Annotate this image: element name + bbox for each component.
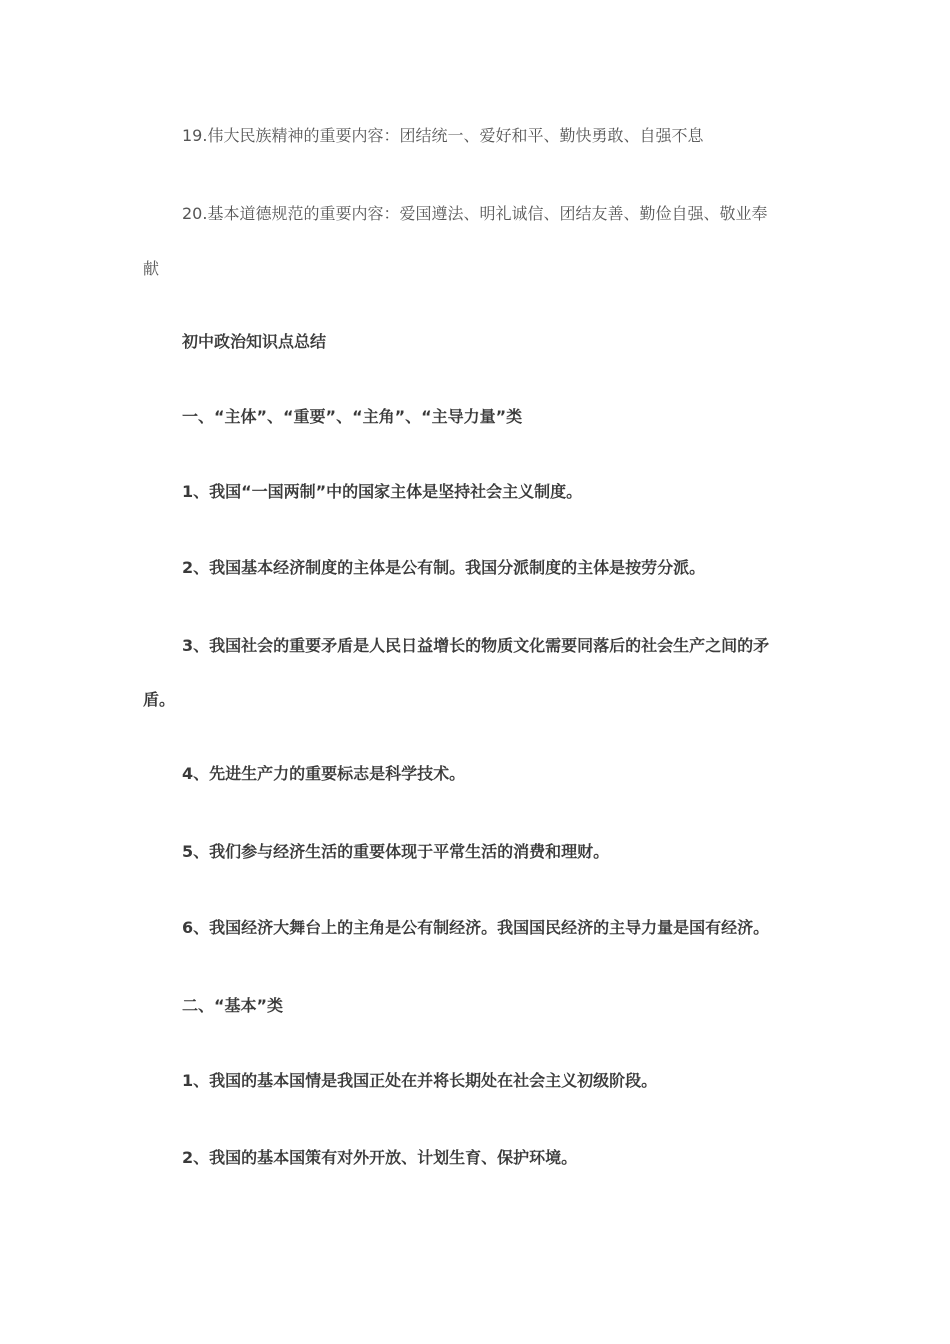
item-1-1: 1、我国“一国两制”中的国家主体是坚持社会主义制度。: [182, 482, 583, 501]
item-1-5: 5、我们参与经济生活的重要体现于平常生活的消费和理财。: [182, 842, 610, 861]
item-1-4: 4、先进生产力的重要标志是科学技术。: [182, 764, 466, 783]
item-1-3-line-1: 3、我国社会的重要矛盾是人民日益增长的物质文化需要同落后的社会生产之间的矛: [182, 636, 770, 655]
paragraph-20-line-2: 献: [143, 259, 160, 278]
item-2-2: 2、我国的基本国策有对外开放、计划生育、保护环境。: [182, 1148, 578, 1167]
section-title: 初中政治知识点总结: [182, 332, 327, 351]
paragraph-20-line-1: 20.基本道德规范的重要内容：爱国遵法、明礼诚信、团结友善、勤俭自强、敬业奉: [182, 204, 768, 223]
item-1-3-line-2: 盾。: [143, 690, 176, 709]
heading-category-2: 二、“基本”类: [182, 996, 284, 1015]
item-2-1: 1、我国的基本国情是我国正处在并将长期处在社会主义初级阶段。: [182, 1071, 658, 1090]
paragraph-19-line-1: 19.伟大民族精神的重要内容：团结统一、爱好和平、勤快勇敢、自强不息: [182, 126, 704, 145]
heading-category-1: 一、“主体”、“重要”、“主角”、“主导力量”类: [182, 407, 523, 426]
item-1-2: 2、我国基本经济制度的主体是公有制。我国分派制度的主体是按劳分派。: [182, 558, 706, 577]
item-1-6: 6、我国经济大舞台上的主角是公有制经济。我国国民经济的主导力量是国有经济。: [182, 918, 770, 937]
